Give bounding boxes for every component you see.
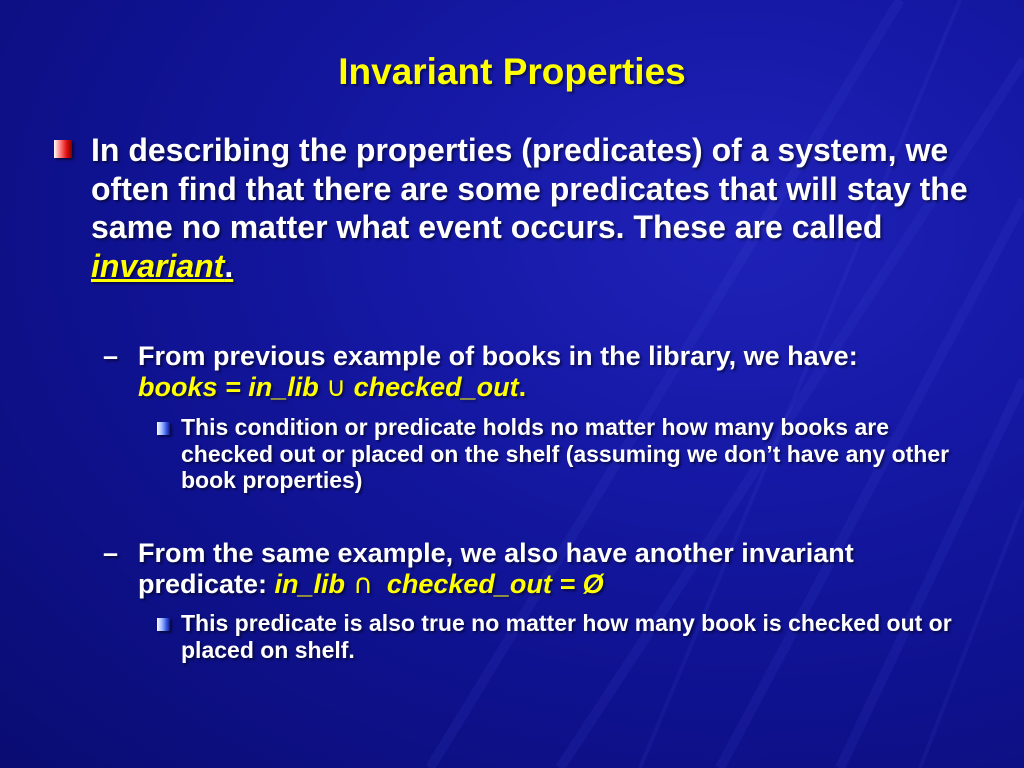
- union-formula-left: books = in_lib: [138, 372, 327, 402]
- intersection-operator: ∩: [353, 569, 373, 600]
- sub-bullet-1-detail: This condition or predicate holds no matter how many books are checked out or placed on the shelf (assuming we don’t have any other book properties): [181, 414, 950, 493]
- bullet-main-text: [91, 131, 971, 285]
- dash-bullet-icon: –: [103, 341, 119, 371]
- blue-square-bullet-icon: [157, 422, 170, 435]
- intersection-formula-right: checked_out = Ø: [386, 569, 604, 599]
- sub-bullet-1-text: [138, 341, 968, 403]
- sub-bullet-2-body: From the same example, we also have another invariant predicate:: [138, 538, 854, 599]
- union-formula-end: .: [518, 372, 527, 402]
- union-operator: ∪: [326, 372, 347, 403]
- invariant-term: invariant: [91, 247, 225, 284]
- union-formula-right: checked_out: [346, 372, 519, 402]
- dash-bullet-icon: –: [103, 538, 119, 568]
- blue-square-bullet-icon: [157, 618, 170, 631]
- bullet-main-end: .: [224, 247, 234, 284]
- red-square-bullet-icon: [54, 140, 72, 158]
- intersection-formula-left: in_lib: [274, 569, 346, 599]
- bullet-main-body: In describing the properties (predicates) of a system, we often find that there are some predicates that will stay the same no matter what event occurs. These are called: [91, 132, 968, 245]
- sub-bullet-2-detail: This predicate is also true no matter how many book is checked out or placed on shelf.: [181, 610, 952, 663]
- sub-bullet-2-text: [138, 538, 968, 600]
- slide-title: Invariant Properties: [338, 51, 686, 92]
- sub-bullet-1-body: From previous example of books in the library, we have:: [138, 341, 866, 371]
